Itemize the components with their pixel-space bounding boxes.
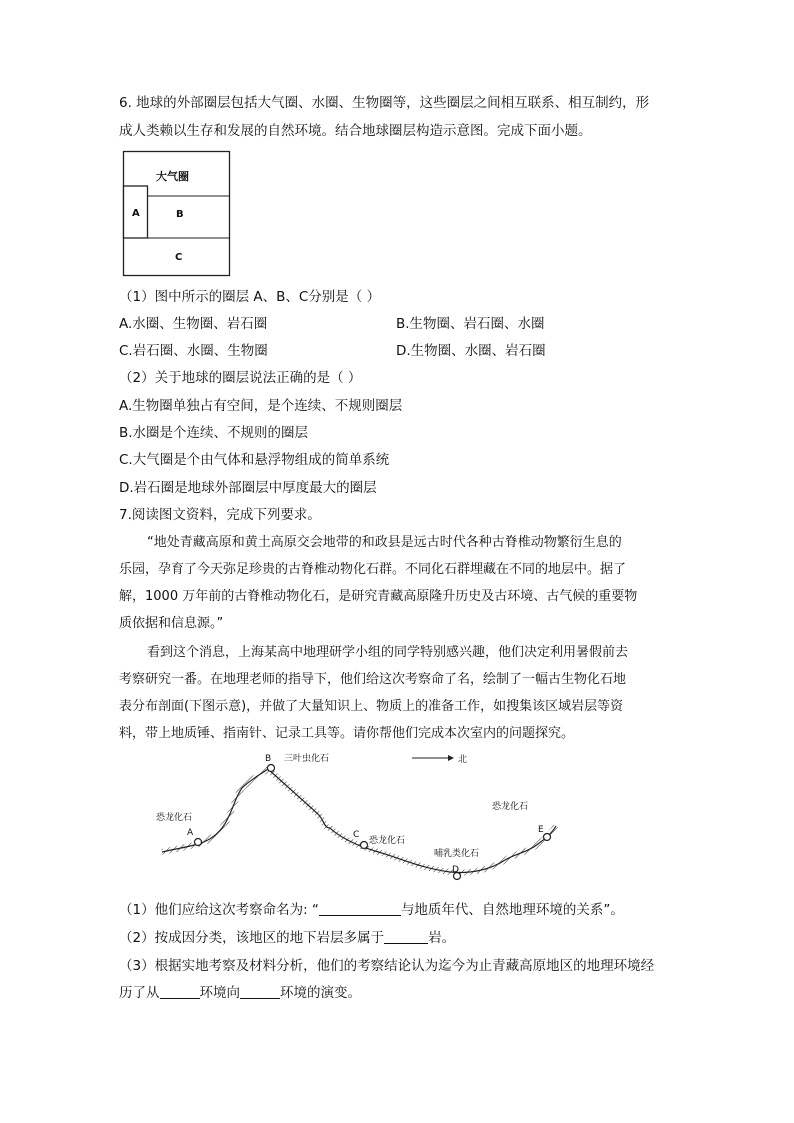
option-a: A.水圈、生物圈、岩石圈 [119, 316, 268, 332]
q6-sub1: （1）图中所示的圈层 A、B、C分别是（ ） [119, 289, 381, 305]
q7-sub2-suffix: 岩。 [428, 930, 456, 946]
earth-sphere-diagram [120, 148, 234, 280]
answer-blank[interactable] [160, 984, 200, 999]
q7-para2-line: 看到这个消息，上海某高中地理研学小组的同学特别感兴趣，他们决定利用暑假前去 [147, 645, 629, 660]
label-b: B [176, 209, 184, 220]
q7-para1-line: 乐园，孕育了今天弥足珍贵的古脊椎动物化石群。不同化石群埋藏在不同的地层中。据了 [119, 562, 627, 577]
q7-sub1-prefix: （1）他们应给这次考察命名为: “ [119, 902, 319, 918]
q7-title: 7.阅读图文资料，完成下列要求。 [119, 507, 321, 523]
point-b-label: B [265, 754, 272, 764]
fossil-profile-diagram [150, 748, 570, 888]
q7-sub3-prefix: 历了从 [119, 985, 160, 1001]
option-a: A.生物圈单独占有空间，是个连续、不规则圈层 [119, 398, 403, 414]
q7-sub1 [119, 900, 624, 920]
label-a: A [132, 208, 140, 219]
q7-sub2-prefix: （2）按成因分类，该地区的地下岩层多属于 [119, 930, 385, 946]
label-atmosphere: 大气圈 [156, 170, 189, 183]
q7-para1-line: 质依据和信息源。” [119, 616, 224, 631]
label-dinosaur-fossil-mid: 恐龙化石 [369, 836, 406, 846]
point-d-label: D [452, 865, 459, 875]
label-dinosaur-fossil-right: 恐龙化石 [492, 802, 529, 812]
q6-sub2: （2）关于地球的圈层说法正确的是（ ） [119, 370, 362, 386]
q6-stem-line2: 成人类赖以生存和发展的自然环境。结合地球圈层构造示意图。完成下面小题。 [119, 123, 592, 139]
option-c: C.大气圈是个由气体和悬浮物组成的简单系统 [119, 452, 390, 468]
q7-sub1-suffix: 与地质年代、自然地理环境的关系”。 [400, 902, 624, 918]
point-b-marker [268, 765, 275, 772]
q7-para2-line: 表分布剖面(下图示意)，并做了大量知识上、物质上的准备工作，如搜集该区域岩层等资 [119, 699, 624, 714]
point-a-label: A [187, 828, 194, 838]
option-b: B.生物圈、岩石圈、水圈 [396, 316, 545, 332]
point-a-marker [195, 839, 202, 846]
q7-para1-line: “地处青藏高原和黄土高原交会地带的和政县是远古时代各种古脊椎动物繁衍生息的 [147, 535, 622, 550]
q7-para2-line: 考察研究一番。在地理老师的指导下，他们给这次考察命了名，绘制了一幅古生物化石地 [119, 672, 627, 687]
point-e-label: E [538, 825, 544, 835]
label-mammal-fossil: 哺乳类化石 [434, 849, 480, 859]
option-d: D.生物圈、水圈、岩石圈 [396, 343, 546, 359]
q6-stem-line1: 6. 地球的外部圈层包括大气圈、水圈、生物圈等，这些圈层之间相互联系、相互制约，形 [119, 95, 650, 111]
label-trilobite-fossil: 三叶虫化石 [284, 754, 330, 764]
q7-para2-line: 料，带上地质锤、指南针、记录工具等。请你帮他们完成本次室内的问题探究。 [119, 726, 575, 741]
q7-sub3-suffix: 环境的演变。 [280, 985, 361, 1001]
option-b: B.水圈是个连续、不规则的圈层 [119, 425, 309, 441]
label-north: 北 [458, 755, 468, 765]
q7-para1-line: 解，1000 万年前的古脊椎动物化石，是研究青藏高原隆升历史及古环境、古气候的重要物 [119, 589, 638, 604]
q7-sub2 [119, 928, 455, 948]
point-c-marker [361, 842, 368, 849]
point-e-marker [544, 834, 551, 841]
label-dinosaur-fossil-left: 恐龙化石 [156, 813, 193, 823]
arrow-head-icon [448, 755, 454, 761]
option-c: C.岩石圈、水圈、生物圈 [119, 343, 268, 359]
option-d: D.岩石圈是地球外部圈层中厚度最大的圈层 [119, 480, 377, 496]
answer-blank[interactable] [319, 901, 401, 916]
answer-blank[interactable] [384, 929, 428, 944]
q7-sub3-line1: （3）根据实地考察及材料分析，他们的考察结论认为迄今为止青藏高原地区的地理环境经 [119, 958, 655, 974]
q7-sub3-line2 [119, 983, 361, 1003]
answer-blank[interactable] [240, 984, 280, 999]
q7-sub3-middle: 环境向 [199, 985, 240, 1001]
label-c: C [175, 252, 183, 263]
point-c-label: C [353, 830, 360, 840]
